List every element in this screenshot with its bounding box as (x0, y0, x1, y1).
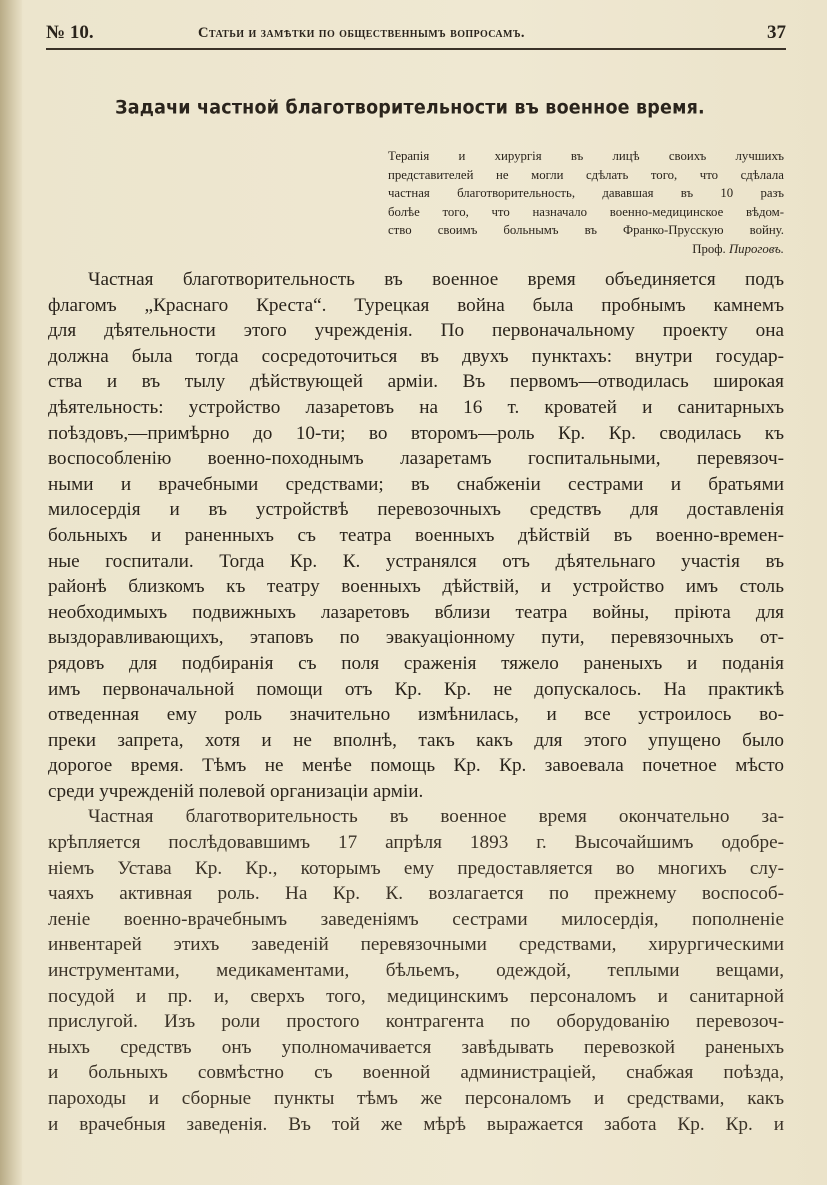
text-line: пароходы и сборные пункты тѣмъ же персоналомъ и средствами, какъ (48, 1088, 784, 1109)
text-line: ніемъ Устава Кр. Кр., которымъ ему предоставляется во многихъ слу- (48, 857, 784, 879)
article-title: Задачи частной благотворительности въ военное время. (115, 97, 705, 119)
text-line: выздоравливающихъ, этаповъ по эвакуаціонному пути, перевязочныхъ от- (48, 627, 784, 649)
text-line: Частная благотворительность въ военное время объединяется подъ (88, 269, 784, 290)
text-line: должна была тогда сосредоточиться въ двухъ пунктахъ: внутри государ- (48, 345, 784, 367)
text-line: воспособленію военно-походнымъ лазаретамъ госпитальными, перевязоч- (48, 448, 784, 470)
text-line: крѣпляется послѣдовавшимъ 17 апрѣля 1893 г. Высочайшимъ одобре- (48, 832, 784, 854)
text-line: прислугой. Изъ роли простого контрагента по оборудованію перевозоч- (48, 1011, 784, 1033)
text-line: дорогое время. Тѣмъ не менѣе помощь Кр. Кр. завоевала почетное мѣсто (48, 755, 784, 777)
text-line: дѣятельность: устройство лазаретовъ на 16 т. кроватей и санитарныхъ (48, 396, 784, 418)
epigraph-line: болѣе того, что назначало военно-медицинское вѣдом- (388, 204, 784, 219)
epigraph-line: частная благотворительность, дававшая въ 10 разъ (388, 186, 784, 201)
epigraph-line: представителей не могли сдѣлать того, что сдѣлала (388, 167, 784, 182)
text-line: ства и въ тылу дѣйствующей арміи. Въ первомъ—отводилась широкая (48, 371, 784, 393)
text-line: поѣздовъ,—примѣрно до 10-ти; во второмъ—роль Кр. Кр. сводилась къ (48, 422, 784, 444)
text-line: леніе военно-врачебнымъ заведеніямъ сестрами милосердія, пополненіе (48, 908, 784, 930)
text-line: ныхъ средствъ онъ уполномачивается завѣдывать перевозкой раненыхъ (48, 1036, 784, 1058)
article-body (48, 267, 784, 1137)
epigraph (388, 147, 784, 259)
epigraph-author: Пироговъ. (728, 241, 784, 256)
section-title: Статьи и замѣтки по общественнымъ вопросамъ. (198, 25, 525, 41)
paragraph-1 (48, 267, 784, 804)
text-line: районѣ близкомъ къ театру военныхъ дѣйствій, и устройство имъ столь (48, 576, 784, 598)
text-line: рядовъ для подбиранія съ поля сраженія тяжело раненыхъ и поданія (48, 652, 784, 674)
text-line: посудой и пр. и, сверхъ того, медицинскимъ персоналомъ и санитарной (48, 985, 784, 1007)
text-line: имъ первоначальной помощи отъ Кр. Кр. не допускалось. На практикѣ (48, 678, 784, 700)
text-line: инструментами, медикаментами, бѣльемъ, одеждой, теплыми вещами, (48, 960, 784, 982)
text-line: и больныхъ совмѣстно съ военной администраціей, снабжая поѣзда, (48, 1062, 784, 1084)
epigraph-author-prefix: Проф. (692, 241, 726, 256)
paragraph-2 (48, 804, 784, 1137)
epigraph-line: ство своимъ больнымъ въ Франко-Прусскую войну. (388, 223, 784, 238)
text-line: флагомъ „Краснаго Креста“. Турецкая война была пробнымъ камнемъ (48, 294, 784, 316)
text-line: для дѣятельности этого учрежденія. По первоначальному проекту она (48, 320, 784, 342)
running-header (46, 20, 786, 48)
epigraph-line: Терапія и хирургія въ лицѣ своихъ лучшихъ (388, 149, 784, 163)
text-line: ными и врачебными средствами; въ снабженіи сестрами и братьями (48, 473, 784, 495)
text-line: необходимыхъ подвижныхъ лазаретовъ вблизи театра войны, пріюта для (48, 601, 784, 623)
issue-number: № 10. (46, 22, 94, 43)
text-line: среди учрежденій полевой организаціи арміи. (48, 780, 424, 802)
text-line: чаяхъ активная роль. На Кр. К. возлагается по прежнему воспособ- (48, 883, 784, 905)
text-line: больныхъ и раненныхъ съ театра военныхъ дѣйствій въ военно-времен- (48, 524, 784, 546)
text-line: Частная благотворительность въ военное время окончательно за- (88, 806, 784, 828)
header-rule (46, 48, 786, 50)
text-line: милосердія и въ устройствѣ перевозочныхъ средствъ для доставленія (48, 499, 784, 521)
page-binding-edge (0, 0, 22, 1185)
text-line: отведенная ему роль значительно измѣнилась, и все устроилось во- (48, 704, 784, 726)
epigraph-attribution (388, 240, 784, 259)
text-line: ные госпитали. Тогда Кр. К. устранялся отъ дѣятельнаго участія въ (48, 550, 784, 572)
text-line: и врачебныя заведенія. Въ той же мѣрѣ выражается забота Кр. Кр. и (48, 1113, 784, 1135)
text-line: преки запрета, хотя и не вполнѣ, такъ какъ для этого упущено было (48, 729, 784, 751)
text-line: инвентарей этихъ заведеній перевязочными средствами, хирургическими (48, 934, 784, 956)
page-number: 37 (767, 22, 786, 43)
